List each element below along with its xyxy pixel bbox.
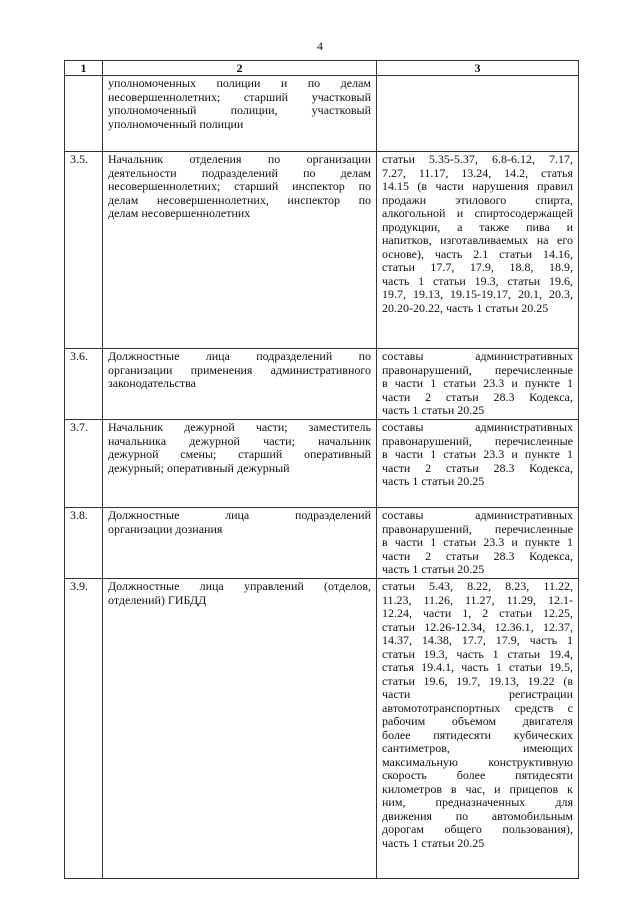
cell-line: продажи этилового спирта,: [382, 192, 573, 207]
table-row: [65, 76, 579, 152]
cell-line: начальника дежурной части; начальник: [108, 433, 371, 448]
cell-line: несовершеннолетних; старший инспектор по: [108, 179, 371, 193]
cell-line: статьи 17.7, 17.9, 18.8, 18.9,: [382, 260, 573, 274]
cell-line: составы административных: [382, 349, 573, 363]
cell-line: часть 1 статьи 20.25: [382, 403, 485, 417]
articles-cell: [377, 76, 579, 152]
cell-line: Начальник отделения по организации: [108, 152, 371, 166]
cell-line: 14.37, 14.38, 17.7, 17.9, часть 1: [382, 633, 573, 647]
cell-line: 12.24, части 1, 2 статьи 12.25,: [382, 606, 573, 620]
cell-line: более пятидесяти кубических: [382, 727, 573, 742]
cell-line: организации дознания: [108, 521, 223, 536]
cell-line: рабочим объемом двигателя: [382, 714, 573, 728]
officials-cell: [103, 349, 377, 420]
cell-line: составы административных: [382, 420, 573, 434]
cell-line: 7.27, 11.17, 13.24, 14.2, статья: [382, 165, 573, 180]
column-header-articles: 3: [377, 61, 579, 76]
cell-line: 19.7, 19.13, 19.15-19.17, 20.1, 20.3,: [382, 287, 573, 301]
cell-line: дорогам общего пользования),: [382, 822, 573, 836]
cell-line: организации применения административного: [108, 362, 371, 377]
cell-line: 11.23, 11.26, 11.27, 11.29, 12.1-: [382, 592, 573, 607]
cell-line: километров в час, и прицепов к: [382, 781, 573, 796]
officials-cell: [103, 152, 377, 349]
cell-line: движения по автомобильным: [382, 808, 573, 823]
cell-line: Начальник дежурной части; заместитель: [108, 420, 371, 434]
cell-line: несовершеннолетних; старший участковый: [108, 89, 371, 104]
cell-line: отделений) ГИБДД: [108, 592, 207, 607]
cell-line: правонарушений, перечисленные: [382, 362, 573, 377]
cell-line: Должностные лица подразделений по: [108, 349, 371, 363]
officials-cell: [103, 76, 377, 152]
cell-line: Должностные лица подразделений: [108, 508, 371, 522]
cell-line: составы административных: [382, 508, 573, 522]
cell-line: сантиметров, имеющих: [382, 741, 573, 755]
cell-line: уполномоченный полиции, участковый: [108, 103, 371, 117]
row-number: 3.9.: [65, 579, 103, 879]
cell-line: статьи 5.43, 8.22, 8.23, 11.22,: [382, 579, 573, 593]
cell-line: часть 1 статьи 20.25: [382, 474, 485, 488]
cell-line: 14.15 (в части нарушения правил: [382, 179, 573, 193]
table-row: [65, 152, 579, 349]
row-number: [65, 76, 103, 152]
cell-line: делам несовершеннолетних: [108, 206, 251, 220]
cell-line: делам несовершеннолетних, инспектор по: [108, 192, 371, 207]
cell-line: статьи 12.26-12.34, 12.36.1, 12.37,: [382, 619, 573, 634]
cell-line: статьи 19.6, 19.7, 19.13, 19.22 (в: [382, 673, 573, 688]
cell-line: в части 1 статьи 23.3 и пункте 1: [382, 447, 573, 461]
cell-line: Должностные лица управлений (отделов,: [108, 579, 371, 593]
table-header-row: [65, 61, 579, 76]
articles-cell: [377, 152, 579, 349]
cell-line: уполномоченных полиции и по делам: [108, 76, 371, 90]
column-header-officials: 2: [103, 61, 377, 76]
cell-line: часть 1 статьи 20.25: [382, 562, 485, 576]
cell-line: статья 19.4.1, часть 1 статьи 19.5,: [382, 660, 573, 674]
cell-line: правонарушений, перечисленные: [382, 521, 573, 536]
table-row: [65, 579, 579, 879]
cell-line: алкогольной и спиртосодержащей: [382, 206, 573, 220]
articles-cell: [377, 420, 579, 508]
officials-cell: [103, 420, 377, 508]
cell-line: деятельности подразделений по делам: [108, 165, 371, 180]
table-row: [65, 420, 579, 508]
cell-line: часть 1 статьи 19.3, статьи 19.6,: [382, 273, 573, 288]
page-number: 4: [317, 39, 323, 53]
cell-line: часть 1 статьи 20.25: [382, 835, 485, 850]
row-number: 3.5.: [65, 152, 103, 349]
cell-line: автомототранспортных средств с: [382, 700, 573, 715]
table-row: [65, 349, 579, 420]
cell-line: части 2 статьи 28.3 Кодекса,: [382, 389, 573, 404]
articles-cell: [377, 349, 579, 420]
cell-line: скорость более пятидесяти: [382, 768, 573, 782]
row-number: 3.8.: [65, 508, 103, 579]
cell-line: части 2 статьи 28.3 Кодекса,: [382, 548, 573, 563]
cell-line: напитков, изготавливаемых на его: [382, 233, 573, 247]
cell-line: статьи 19.3, часть 1 статьи 19.4,: [382, 646, 573, 661]
cell-line: статьи 5.35-5.37, 6.8-6.12, 7.17,: [382, 152, 573, 166]
row-number: 3.7.: [65, 420, 103, 508]
cell-line: основе), часть 2.1 статьи 14.16,: [382, 246, 573, 261]
officials-cell: [103, 579, 377, 879]
cell-line: части 2 статьи 28.3 Кодекса,: [382, 460, 573, 475]
cell-line: в части 1 статьи 23.3 и пункте 1: [382, 376, 573, 390]
cell-line: максимальную конструктивную: [382, 754, 573, 769]
cell-line: законодательства: [108, 376, 196, 390]
cell-line: дежурной смены; старший оперативный: [108, 447, 371, 461]
cell-line: продукции, а также пива и: [382, 219, 573, 234]
row-number: 3.6.: [65, 349, 103, 420]
column-header-number: 1: [65, 61, 103, 76]
articles-cell: [377, 579, 579, 879]
cell-line: в части 1 статьи 23.3 и пункте 1: [382, 535, 573, 549]
table-row: [65, 508, 579, 579]
cell-line: ним, предназначенных для: [382, 795, 573, 809]
cell-line: правонарушений, перечисленные: [382, 433, 573, 448]
cell-line: уполномоченный полиции: [108, 116, 244, 131]
cell-line: 20.20-20.22, часть 1 статьи 20.25: [382, 300, 549, 315]
authority-table: [64, 60, 579, 879]
officials-cell: [103, 508, 377, 579]
articles-cell: [377, 508, 579, 579]
cell-line: части регистрации: [382, 687, 573, 701]
cell-line: дежурный; оперативный дежурный: [108, 460, 290, 475]
table-body: [65, 76, 579, 879]
